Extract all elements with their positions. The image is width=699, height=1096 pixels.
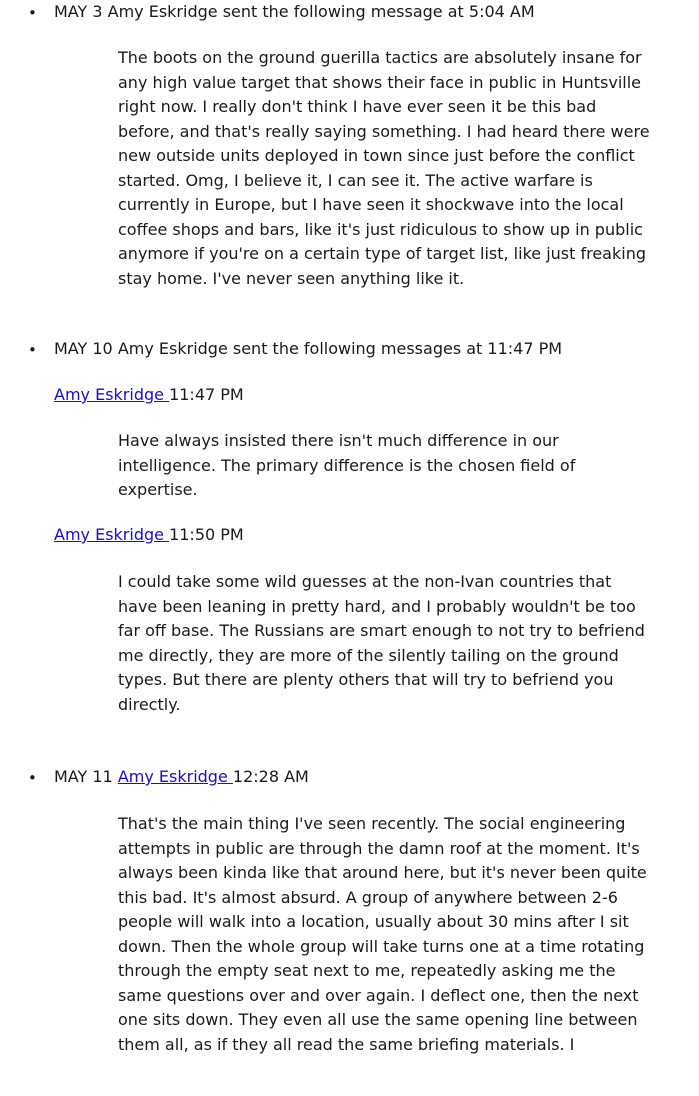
message-body: I could take some wild guesses at the non-Ivan countries that have been leaning in pretty hard, and I probably wouldn't be too far off base. The Russians are smart enough to not try to befriend me directly, they are more of the silently tailing on the ground types. But there are plenty others that will try to befriend you directly. xyxy=(118,572,645,714)
list-bullet: • xyxy=(28,341,37,359)
entry-header xyxy=(54,766,309,788)
entry-header: MAY 3 Amy Eskridge sent the following message at 5:04 AM xyxy=(54,2,535,21)
author-link[interactable]: Amy Eskridge xyxy=(54,385,170,404)
author-link[interactable]: Amy Eskridge xyxy=(117,767,233,786)
message-time: 11:47 PM xyxy=(169,385,244,404)
message-meta xyxy=(54,524,244,546)
list-bullet: • xyxy=(28,769,37,787)
message-body: Have always insisted there isn't much difference in our intelligence. The primary difference is the chosen field of expertise. xyxy=(118,431,576,499)
author-link[interactable]: Amy Eskridge xyxy=(54,525,170,544)
entry-date: MAY 11 xyxy=(54,767,113,786)
message-body: The boots on the ground guerilla tactics are absolutely insane for any high value target that shows their face in public in Huntsville right now. I really don't think I have ever seen it be this bad before, and that's really saying something. I had heard there were new outside units deployed in town since just before the conflict started. Omg, I believe it, I can see it. The active warfare is currently in Europe, but I have seen it shockwave into the local coffee shops and bars, like it's just ridiculous to show up in public anymore if you're on a certain type of target list, like just freaking stay home. I've never seen anything like it. xyxy=(118,48,650,288)
message-body: That's the main thing I've seen recently. The social engineering attempts in public are through the damn roof at the moment. It's always been kinda like that around here, but it's never been quite this bad. It's almost absurd. A group of anywhere between 2-6 people will walk into a location, usually about 30 mins after I sit down. Then the whole group will take turns one at a time rotating through the empty seat next to me, repeatedly asking me the same questions over and over again. I deflect one, then the next one sits down. They even all use the same opening line between them all, as if they all read the same briefing materials. I xyxy=(118,814,647,1054)
entry-header: MAY 10 Amy Eskridge sent the following messages at 11:47 PM xyxy=(54,339,563,358)
message-time: 12:28 AM xyxy=(232,767,309,786)
message-time: 11:50 PM xyxy=(169,525,244,544)
message-meta xyxy=(54,384,244,406)
list-bullet: • xyxy=(28,4,37,22)
